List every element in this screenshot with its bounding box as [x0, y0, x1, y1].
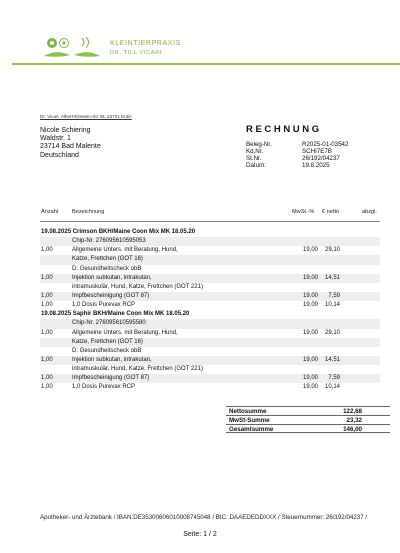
cell-vat: 19,00	[303, 292, 319, 299]
cell-description: Katze, Frettchen (GOT 16)	[72, 338, 143, 345]
header-bezeichnung: Bezeichnung	[72, 209, 105, 215]
header-mwst: MwSt.-%	[292, 209, 315, 215]
table-header	[40, 209, 380, 219]
group-heading: 19.08.2025 Crimson BKH/Maine Coon Mix MK 18.05.20	[41, 229, 196, 235]
header-divider	[12, 63, 400, 65]
table-row	[40, 265, 380, 274]
cell-net: 14,51	[324, 274, 340, 281]
cell-description: Chip-Nr. 276095610595053	[72, 238, 146, 245]
brand-line-2: DR. TILL VICARI	[110, 50, 163, 56]
table-header-rule	[40, 221, 380, 222]
cell-vat: 19,00	[303, 375, 319, 382]
brand-line-1: KLEINTIERPRAXIS	[110, 40, 181, 47]
group-heading: 19.08.2025 Saphir BKH/Maine Coon Mix MK 18.05.20	[41, 311, 190, 318]
cell-description: 1,0 Dosis Purevax RCP	[72, 302, 136, 309]
meta-row	[246, 148, 348, 155]
meta-label: St.Nr.	[246, 155, 262, 163]
recipient-name: Nicole Schiering	[40, 127, 91, 134]
cell-description: D: Gesundheitscheck obB	[72, 265, 142, 272]
meta-row	[246, 162, 348, 169]
table-row	[40, 274, 380, 283]
table-row	[40, 365, 380, 374]
cell-description: 1,0 Dosis Purevax RCP	[72, 384, 136, 391]
totals-block	[226, 406, 390, 433]
cell-description: Chip-Nr. 276095610595580	[72, 320, 146, 327]
invoice-title: RECHNUNG	[246, 124, 322, 135]
recipient-city: 23714 Bad Malente	[40, 143, 101, 151]
total-value: 23,32	[346, 417, 362, 424]
table-row	[40, 283, 380, 292]
cell-description: D: Gesundheitscheck obB	[72, 347, 142, 354]
cell-description: Impfbescheinigung (GOT 87)	[72, 375, 150, 382]
meta-value: 19.8.2025	[302, 162, 330, 170]
cell-description: Allgemeine Unters. mit Beratung, Hund,	[72, 247, 178, 254]
cell-net: 29,10	[324, 247, 340, 254]
cell-vat: 19,00	[303, 302, 319, 309]
table-row	[40, 292, 380, 301]
cell-quantity: 1,00	[41, 247, 53, 254]
cell-net: 29,10	[324, 329, 340, 336]
clinic-logo-icon	[42, 34, 102, 60]
recipient-country: Deutschland	[40, 151, 79, 159]
total-label: Gesamtsumme	[229, 426, 274, 433]
table-row	[40, 246, 380, 255]
cell-description: Injektion subkutan, intrakutan,	[72, 356, 152, 363]
cell-vat: 19,00	[303, 356, 319, 363]
table-row	[40, 383, 380, 392]
meta-row	[246, 155, 348, 162]
cell-net: 7,59	[328, 292, 340, 299]
total-row	[226, 406, 390, 415]
cell-vat: 19,00	[303, 274, 319, 281]
header-anzahl: Anzahl	[41, 209, 59, 215]
table-row	[40, 319, 380, 328]
header-abzgl: abzgl.	[362, 209, 377, 215]
meta-value: 26/192/04237	[302, 155, 340, 163]
cell-quantity: 1,00	[41, 356, 53, 363]
cell-description: Katze, Frettchen (GOT 16)	[72, 256, 143, 263]
recipient-address	[40, 127, 101, 160]
cell-net: 14,51	[324, 356, 340, 363]
total-label: Nettosumme	[229, 408, 267, 415]
line-items	[40, 228, 380, 393]
table-row	[40, 356, 380, 365]
sender-line: Dr. Vicari, Albert-Einstein-Str 36, 23701 Eutin	[40, 114, 132, 119]
total-row	[226, 424, 390, 433]
table-row	[40, 255, 380, 264]
table-row	[40, 374, 380, 383]
cell-net: 7,59	[328, 375, 340, 382]
table-row	[40, 301, 380, 310]
meta-row	[246, 141, 348, 148]
meta-value: R2025-01-03542	[302, 141, 349, 148]
recipient-street: Waldstr. 1	[40, 135, 71, 143]
cell-vat: 19,00	[303, 384, 319, 391]
cell-description: intramuskulär, Hund, Katze, Frettchen (GOT 221)	[72, 366, 203, 373]
cell-vat: 19,00	[303, 247, 319, 254]
footer-bank: Apotheker- und Ärztebank / IBAN:DE35300606010008745048 / BIC: DAAEDEDDXXX / Steuernummer: 26/192/04237 /	[40, 514, 368, 521]
cell-quantity: 1,00	[41, 375, 53, 382]
total-label: MwSt-Summe	[229, 417, 270, 424]
cell-quantity: 1,00	[41, 384, 53, 391]
cell-quantity: 1,00	[41, 292, 53, 299]
cell-quantity: 1,00	[41, 274, 53, 281]
meta-label: Kd.Nr.	[246, 148, 264, 156]
cell-vat: 19,00	[303, 329, 319, 336]
total-value: 146,00	[343, 426, 362, 433]
header-netto: € netto	[322, 209, 340, 215]
page-number: Seite: 1 / 2	[183, 531, 217, 538]
cell-net: 10,14	[324, 302, 340, 309]
group-row	[40, 310, 380, 319]
total-value: 122,68	[343, 408, 362, 415]
cell-description: intramuskulär, Hund, Katze, Frettchen (GOT 221)	[72, 283, 203, 290]
table-row	[40, 237, 380, 246]
meta-value: SCHI7E7B	[302, 148, 332, 156]
meta-label: Datum:	[246, 162, 266, 170]
table-row	[40, 347, 380, 356]
cell-quantity: 1,00	[41, 329, 53, 336]
cell-description: Injektion subkutan, intrakutan,	[72, 274, 152, 281]
cell-net: 10,14	[324, 384, 340, 391]
total-row	[226, 415, 390, 424]
group-row	[40, 228, 380, 237]
invoice-meta	[246, 141, 348, 169]
cell-description: Allgemeine Unters. mit Beratung, Hund,	[72, 329, 178, 336]
table-row	[40, 338, 380, 347]
meta-label: Beleg-Nr.	[246, 141, 272, 148]
cell-description: Impfbescheinigung (GOT 87)	[72, 292, 150, 299]
cell-quantity: 1,00	[41, 302, 53, 309]
table-row	[40, 329, 380, 338]
